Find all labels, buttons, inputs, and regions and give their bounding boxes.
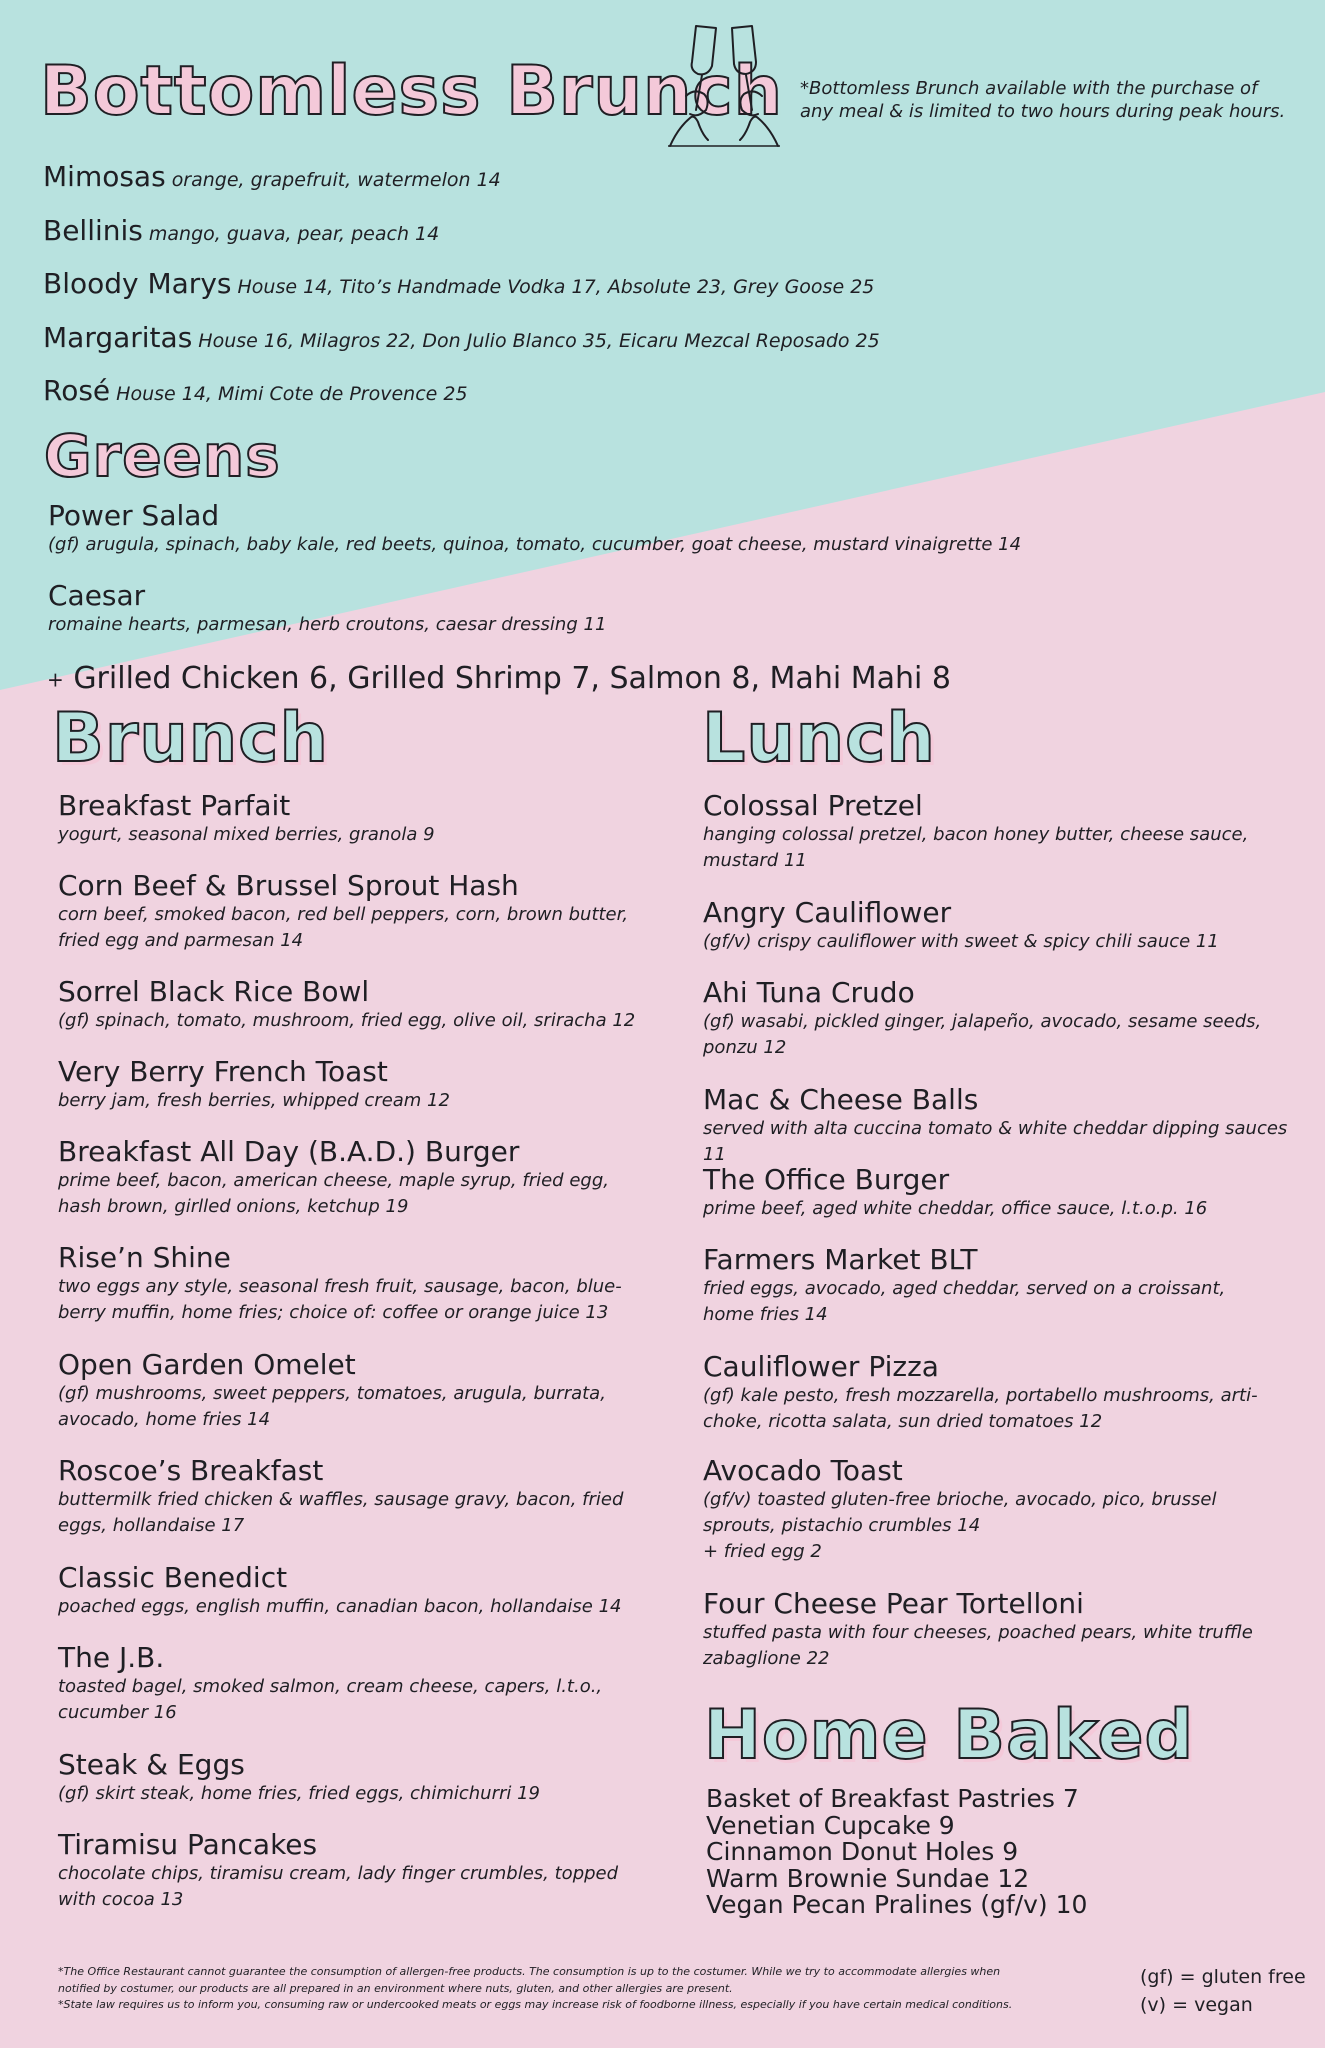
champagne-toast-icon [668,18,780,148]
brunch-item-desc: (gf) mushrooms, sweet peppers, tomatoes, arugula, burrata, [58,1383,606,1405]
drink-item [43,160,501,194]
brunch-item [58,870,668,954]
brunch-item-desc: buttermilk fried chicken & waffles, sausage gravy, bacon, fried [58,1489,624,1511]
brunch-item [58,1056,668,1114]
greens-item-desc: (gf) arugula, spinach, baby kale, red beets, quinoa, tomato, cucumber, goat cheese, mustard vinaigrette 14 [48,534,1022,556]
brunch-item-name: Open Garden Omelet [58,1348,356,1381]
brunch-item-desc: toasted bagel, smoked salmon, cream cheese, capers, l.t.o., [58,1676,603,1698]
lunch-item-desc: + fried egg 2 [703,1541,822,1563]
lunch-item-name: Avocado Toast [703,1454,903,1487]
brunch-item-desc: yogurt, seasonal mixed berries, granola 9 [58,824,435,846]
brunch-item-desc: hash brown, girlled onions, ketchup 19 [58,1196,409,1218]
brunch-item [58,1455,668,1539]
brunch-item-desc: avocado, home fries 14 [58,1409,271,1431]
drink-name: Bellinis [43,214,143,247]
lunch-item-desc: sprouts, pistachio crumbles 14 [703,1515,981,1537]
bottomless-note [800,78,1320,123]
brunch-item [58,1562,668,1620]
legend-vegan: (v) = vegan [1140,1993,1253,2016]
greens-item-desc: romaine hearts, parmesan, herb croutons, caesar dressing 11 [48,614,607,636]
lunch-item [703,1164,1313,1222]
page-title: Bottomless Brunch [40,52,784,131]
lunch-item [703,1244,1313,1328]
brunch-item-name: Corn Beef & Brussel Sprout Hash [58,869,519,902]
lunch-item-desc: stuffed pasta with four cheeses, poached pears, white truffle [703,1622,1253,1644]
greens-item-name: Power Salad [48,499,220,532]
home-baked-list [706,1786,1087,1919]
lunch-item [703,897,1313,955]
lunch-item-desc: choke, ricotta salata, sun dried tomatoes 12 [703,1411,1103,1433]
brunch-item [58,1136,668,1220]
lunch-item [703,1588,1313,1672]
allergen-disclaimer [58,1964,1118,2014]
drink-item [43,374,468,408]
brunch-item-desc: prime beef, bacon, american cheese, maple syrup, fried egg, [58,1170,609,1192]
drink-item [43,321,880,355]
drink-name: Margaritas [43,321,193,354]
brunch-item-name: Breakfast Parfait [58,789,291,822]
lunch-item [703,977,1313,1061]
lunch-item-desc: (gf/v) crispy cauliflower with sweet & spicy chili sauce 11 [703,931,1219,953]
brunch-item [58,976,668,1034]
brunch-item-name: Classic Benedict [58,1561,288,1594]
greens-item [48,500,1148,558]
home-baked-item: Cinnamon Donut Holes 9 [706,1837,1019,1866]
addons-plus: + [47,667,64,692]
brunch-item-name: Very Berry French Toast [58,1055,388,1088]
brunch-item-desc: two eggs any style, seasonal fresh fruit, sausage, bacon, blue- [58,1276,622,1298]
lunch-item-desc: mustard 11 [703,850,807,872]
brunch-item-name: Roscoe’s Breakfast [58,1454,324,1487]
drink-desc: House 16, Milagros 22, Don Julio Blanco 35, Eicaru Mezcal Reposado 25 [198,330,880,352]
brunch-item-name: Rise’n Shine [58,1241,231,1274]
brunch-item-desc: (gf) skirt steak, home fries, fried eggs, chimichurri 19 [58,1783,540,1805]
lunch-item-desc: home fries 14 [703,1304,828,1326]
lunch-item-name: Colossal Pretzel [703,789,923,822]
drink-desc: House 14, Mimi Cote de Provence 25 [116,383,468,405]
brunch-item-desc: berry muffin, home fries; choice of: coffee or orange juice 13 [58,1302,609,1324]
brunch-item [58,790,668,848]
lunch-item-name: Farmers Market BLT [703,1243,978,1276]
lunch-item-name: Angry Cauliflower [703,896,952,929]
disclaimer-allergen-line-2: notified by costumer, our products are all prepared in an environment where nuts, gluten, and other allergies are present. [58,1981,733,1995]
brunch-item-desc: poached eggs, english muffin, canadian bacon, hollandaise 14 [58,1596,622,1618]
lunch-item-desc: (gf/v) toasted gluten-free brioche, avocado, pico, brussel [703,1489,1217,1511]
brunch-title: Brunch [52,699,329,778]
brunch-item [58,1242,668,1326]
brunch-item-name: The J.B. [58,1641,165,1674]
lunch-title: Lunch [702,699,936,778]
disclaimer-allergen-line-1: *The Office Restaurant cannot guarantee the consumption of allergen-free products. The consumption is up to the costumer. While we try to accommodate allergies when [58,1965,1001,1978]
drink-name: Mimosas [43,160,166,193]
home-baked-item: Warm Brownie Sundae 12 [706,1863,1030,1893]
lunch-item-desc: hanging colossal pretzel, bacon honey butter, cheese sauce, [703,824,1249,846]
brunch-item [58,1349,668,1433]
bottomless-note-line-2: any meal & is limited to two hours during peak hours. [800,100,1286,122]
drink-desc: mango, guava, pear, peach 14 [148,223,440,245]
lunch-item [703,1084,1313,1168]
brunch-item-desc: (gf) spinach, tomato, mushroom, fried egg, olive oil, sriracha 12 [58,1010,636,1032]
lunch-item-name: Mac & Cheese Balls [703,1083,979,1116]
lunch-item [703,1351,1313,1435]
brunch-item-name: Tiramisu Pancakes [58,1828,318,1861]
lunch-item [703,1455,1313,1565]
brunch-item [58,1749,668,1807]
diet-legend [1140,1964,1306,2019]
disclaimer-raw-food: *State law requires us to inform you, consuming raw or undercooked meats or eggs may increase risk of foodborne illness, especially if you have certain medical conditions. [58,1998,1013,2011]
lunch-item [703,790,1313,874]
greens-addons [47,661,951,696]
addons-text: Grilled Chicken 6, Grilled Shrimp 7, Salmon 8, Mahi Mahi 8 [73,661,951,696]
lunch-item-name: Cauliflower Pizza [703,1350,939,1383]
home-baked-item: Venetian Cupcake 9 [706,1810,955,1840]
lunch-item-name: Ahi Tuna Crudo [703,976,915,1009]
lunch-item-desc: (gf) wasabi, pickled ginger, jalapeño, avocado, sesame seeds, [703,1011,1262,1033]
lunch-item-desc: fried eggs, avocado, aged cheddar, served on a croissant, [703,1278,1226,1300]
lunch-item-desc: zabaglione 22 [703,1648,830,1670]
home-baked-item: Vegan Pecan Pralines (gf/v) 10 [706,1890,1088,1919]
bottomless-note-line-1: *Bottomless Brunch available with the purchase of [800,78,1258,99]
brunch-item-desc: corn beef, smoked bacon, red bell peppers, corn, brown butter, [58,904,629,926]
home-baked-item: Basket of Breakfast Pastries 7 [706,1784,1079,1813]
drink-item [43,214,439,248]
lunch-item-name: Four Cheese Pear Tortelloni [703,1587,1084,1620]
brunch-item-desc: berry jam, fresh berries, whipped cream 12 [58,1090,450,1112]
drink-name: Bloody Marys [43,267,232,300]
brunch-item-desc: with cocoa 13 [58,1889,184,1911]
drink-desc: orange, grapefruit, watermelon 14 [171,169,501,191]
brunch-item [58,1642,668,1726]
home-baked-title: Home Baked [704,1696,1195,1775]
lunch-item-desc: prime beef, aged white cheddar, office sauce, l.t.o.p. 16 [703,1198,1208,1220]
brunch-item-desc: eggs, hollandaise 17 [58,1515,245,1537]
brunch-item-desc: chocolate chips, tiramisu cream, lady finger crumbles, topped [58,1863,619,1885]
lunch-item-desc: (gf) kale pesto, fresh mozzarella, portabello mushrooms, arti- [703,1385,1258,1407]
brunch-item [58,1829,668,1913]
legend-gluten-free: (gf) = gluten free [1140,1966,1306,1988]
greens-title: Greens [44,422,281,490]
brunch-item-desc: cucumber 16 [58,1702,177,1724]
drink-name: Rosé [43,374,111,407]
drink-item [43,267,874,301]
brunch-item-name: Steak & Eggs [58,1748,245,1781]
greens-item-name: Caesar [48,579,146,612]
lunch-item-name: The Office Burger [703,1163,950,1196]
drink-desc: House 14, Tito’s Handmade Vodka 17, Absolute 23, Grey Goose 25 [237,276,875,298]
brunch-item-desc: fried egg and parmesan 14 [58,930,304,952]
lunch-item-desc: ponzu 12 [703,1037,787,1059]
greens-item [48,580,1148,638]
brunch-item-name: Breakfast All Day (B.A.D.) Burger [58,1135,520,1168]
brunch-item-name: Sorrel Black Rice Bowl [58,975,370,1008]
lunch-item-desc: served with alta cuccina tomato & white cheddar dipping sauces 11 [703,1118,1288,1166]
